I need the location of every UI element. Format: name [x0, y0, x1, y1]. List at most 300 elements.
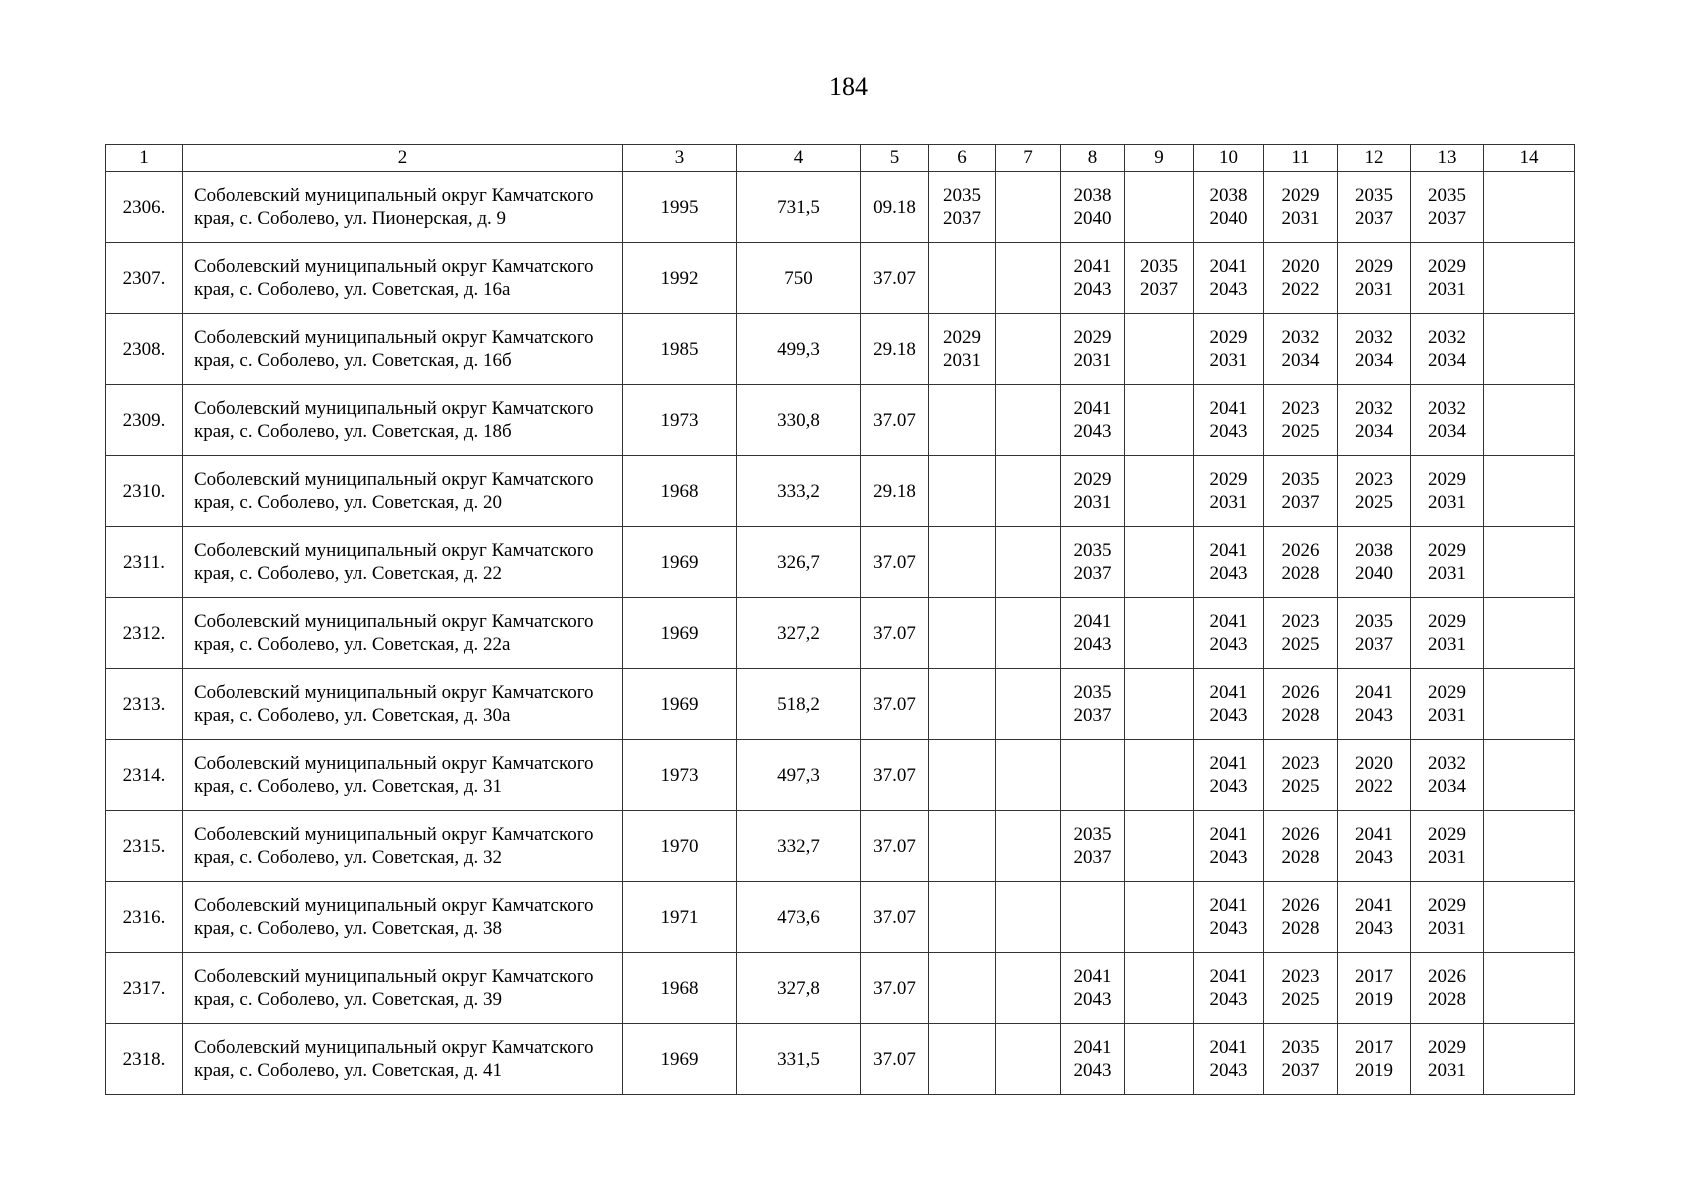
period-end-year: 2043 [1209, 279, 1248, 300]
address-cell: Соболевский муниципальный округ Камчатского края, с. Соболево, ул. Советская, д. 16б [183, 314, 623, 385]
period-start-year: 2035 [943, 185, 981, 206]
period-end-year: 2028 [1428, 989, 1466, 1010]
row-number-cell: 2309. [106, 385, 183, 456]
period-start-year: 2041 [1073, 966, 1112, 987]
code-cell: 37.07 [861, 385, 929, 456]
period-cell-c12 [1338, 172, 1411, 243]
period-cell-c11 [1264, 385, 1338, 456]
column-header: 11 [1264, 145, 1338, 172]
period-cell-c7 [996, 385, 1061, 456]
code-cell: 29.18 [861, 314, 929, 385]
code-cell: 37.07 [861, 953, 929, 1024]
period-end-year: 2043 [1073, 1060, 1112, 1081]
row-number-cell: 2316. [106, 882, 183, 953]
period-cell-c10 [1194, 669, 1264, 740]
period-cell-c13 [1411, 385, 1484, 456]
period-start-year: 2041 [1209, 682, 1248, 703]
table-row [106, 882, 1575, 953]
period-cell-c8 [1061, 172, 1125, 243]
code-cell: 37.07 [861, 598, 929, 669]
table-row [106, 598, 1575, 669]
row-number-cell: 2308. [106, 314, 183, 385]
column-header: 14 [1484, 145, 1575, 172]
period-cell-c7 [996, 172, 1061, 243]
period-cell-c8 [1061, 740, 1125, 811]
period-cell-c13 [1411, 527, 1484, 598]
period-cell-c10 [1194, 243, 1264, 314]
period-cell-c6 [929, 882, 996, 953]
period-start-year: 2032 [1428, 398, 1466, 419]
period-start-year: 2029 [1209, 469, 1248, 490]
address-cell: Соболевский муниципальный округ Камчатского края, с. Соболево, ул. Советская, д. 39 [183, 953, 623, 1024]
period-start-year: 2032 [1428, 327, 1466, 348]
period-start-year: 2041 [1209, 895, 1248, 916]
period-end-year: 2031 [1428, 847, 1466, 868]
period-cell-c9 [1125, 172, 1194, 243]
period-start-year: 2041 [1355, 824, 1393, 845]
period-end-year: 2043 [1209, 563, 1248, 584]
period-cell-c13 [1411, 456, 1484, 527]
period-cell-c7 [996, 811, 1061, 882]
period-cell-c11 [1264, 527, 1338, 598]
area-cell: 750 [737, 243, 861, 314]
period-start-year: 2020 [1355, 753, 1393, 774]
row-number-cell: 2317. [106, 953, 183, 1024]
period-cell-c11 [1264, 172, 1338, 243]
area-cell: 327,8 [737, 953, 861, 1024]
period-cell-c10 [1194, 456, 1264, 527]
period-start-year: 2035 [1355, 185, 1393, 206]
column-header: 8 [1061, 145, 1125, 172]
year-built-cell: 1985 [623, 314, 737, 385]
period-start-year: 2029 [1355, 256, 1393, 277]
period-start-year: 2038 [1355, 540, 1393, 561]
year-built-cell: 1969 [623, 598, 737, 669]
area-cell: 731,5 [737, 172, 861, 243]
period-end-year: 2034 [1428, 421, 1466, 442]
period-cell-c9 [1125, 527, 1194, 598]
period-cell-c7 [996, 314, 1061, 385]
period-start-year: 2029 [943, 327, 981, 348]
period-end-year: 2043 [1209, 634, 1248, 655]
period-start-year: 2026 [1281, 824, 1320, 845]
period-start-year: 2023 [1355, 469, 1393, 490]
period-start-year: 2041 [1355, 682, 1393, 703]
period-cell-c13 [1411, 669, 1484, 740]
address-cell: Соболевский муниципальный округ Камчатского края, с. Соболево, ул. Советская, д. 41 [183, 1024, 623, 1095]
period-start-year: 2035 [1073, 682, 1112, 703]
period-start-year: 2041 [1209, 824, 1248, 845]
period-start-year: 2029 [1428, 1037, 1466, 1058]
period-start-year: 2029 [1428, 682, 1466, 703]
period-cell-c10 [1194, 314, 1264, 385]
period-start-year: 2029 [1428, 540, 1466, 561]
period-cell-c6 [929, 953, 996, 1024]
period-end-year: 2043 [1355, 918, 1393, 939]
column-header: 2 [183, 145, 623, 172]
period-cell-c7 [996, 669, 1061, 740]
period-cell-c8 [1061, 314, 1125, 385]
period-start-year: 2029 [1209, 327, 1248, 348]
period-end-year: 2031 [1428, 918, 1466, 939]
period-cell-c9 [1125, 385, 1194, 456]
table-row [106, 669, 1575, 740]
notes-cell [1484, 882, 1575, 953]
period-cell-c10 [1194, 172, 1264, 243]
address-cell: Соболевский муниципальный округ Камчатского края, с. Соболево, ул. Советская, д. 31 [183, 740, 623, 811]
column-header: 1 [106, 145, 183, 172]
notes-cell [1484, 740, 1575, 811]
period-cell-c6 [929, 314, 996, 385]
code-cell: 09.18 [861, 172, 929, 243]
period-cell-c11 [1264, 1024, 1338, 1095]
period-end-year: 2031 [1073, 492, 1112, 513]
address-cell: Соболевский муниципальный округ Камчатского края, с. Соболево, ул. Советская, д. 22 [183, 527, 623, 598]
period-cell-c6 [929, 385, 996, 456]
notes-cell [1484, 527, 1575, 598]
period-cell-c7 [996, 598, 1061, 669]
period-end-year: 2037 [1073, 705, 1112, 726]
address-cell: Соболевский муниципальный округ Камчатского края, с. Соболево, ул. Советская, д. 38 [183, 882, 623, 953]
period-end-year: 2037 [1428, 208, 1466, 229]
period-cell-c12 [1338, 811, 1411, 882]
address-cell: Соболевский муниципальный округ Камчатского края, с. Соболево, ул. Советская, д. 20 [183, 456, 623, 527]
period-cell-c9 [1125, 456, 1194, 527]
period-cell-c9 [1125, 598, 1194, 669]
period-cell-c13 [1411, 243, 1484, 314]
period-cell-c6 [929, 669, 996, 740]
table-body [106, 172, 1575, 1095]
period-cell-c12 [1338, 1024, 1411, 1095]
year-built-cell: 1969 [623, 527, 737, 598]
period-cell-c13 [1411, 314, 1484, 385]
year-built-cell: 1969 [623, 1024, 737, 1095]
period-cell-c8 [1061, 243, 1125, 314]
year-built-cell: 1968 [623, 456, 737, 527]
notes-cell [1484, 669, 1575, 740]
period-cell-c7 [996, 740, 1061, 811]
period-end-year: 2037 [1281, 1060, 1320, 1081]
period-end-year: 2028 [1281, 847, 1320, 868]
period-cell-c10 [1194, 953, 1264, 1024]
period-start-year: 2041 [1073, 611, 1112, 632]
period-end-year: 2031 [1428, 492, 1466, 513]
area-cell: 331,5 [737, 1024, 861, 1095]
table-row [106, 740, 1575, 811]
period-end-year: 2025 [1281, 421, 1320, 442]
area-cell: 497,3 [737, 740, 861, 811]
period-end-year: 2040 [1209, 208, 1248, 229]
period-cell-c10 [1194, 385, 1264, 456]
period-end-year: 2031 [1355, 279, 1393, 300]
code-cell: 37.07 [861, 811, 929, 882]
table-row [106, 811, 1575, 882]
period-cell-c11 [1264, 314, 1338, 385]
period-cell-c12 [1338, 953, 1411, 1024]
address-cell: Соболевский муниципальный округ Камчатского края, с. Соболево, ул. Советская, д. 16а [183, 243, 623, 314]
period-end-year: 2031 [1428, 563, 1466, 584]
period-end-year: 2031 [1073, 350, 1112, 371]
notes-cell [1484, 811, 1575, 882]
table-row [106, 456, 1575, 527]
period-start-year: 2035 [1073, 824, 1112, 845]
period-start-year: 2032 [1355, 327, 1393, 348]
period-end-year: 2043 [1209, 847, 1248, 868]
column-header: 5 [861, 145, 929, 172]
period-cell-c11 [1264, 456, 1338, 527]
period-end-year: 2043 [1355, 847, 1393, 868]
period-end-year: 2037 [1140, 279, 1178, 300]
period-cell-c9 [1125, 243, 1194, 314]
code-cell: 37.07 [861, 669, 929, 740]
period-cell-c6 [929, 1024, 996, 1095]
period-end-year: 2043 [1209, 776, 1248, 797]
period-cell-c11 [1264, 953, 1338, 1024]
period-cell-c13 [1411, 598, 1484, 669]
period-end-year: 2043 [1209, 1060, 1248, 1081]
period-cell-c8 [1061, 882, 1125, 953]
period-cell-c12 [1338, 456, 1411, 527]
area-cell: 332,7 [737, 811, 861, 882]
area-cell: 499,3 [737, 314, 861, 385]
row-number-cell: 2306. [106, 172, 183, 243]
code-cell: 37.07 [861, 527, 929, 598]
period-cell-c10 [1194, 598, 1264, 669]
area-cell: 473,6 [737, 882, 861, 953]
table-row [106, 243, 1575, 314]
period-start-year: 2029 [1428, 895, 1466, 916]
period-start-year: 2041 [1209, 1037, 1248, 1058]
period-cell-c8 [1061, 953, 1125, 1024]
period-start-year: 2026 [1281, 540, 1320, 561]
period-cell-c7 [996, 456, 1061, 527]
period-cell-c11 [1264, 243, 1338, 314]
period-cell-c13 [1411, 172, 1484, 243]
period-cell-c7 [996, 882, 1061, 953]
table-row [106, 953, 1575, 1024]
row-number-cell: 2313. [106, 669, 183, 740]
period-end-year: 2028 [1281, 563, 1320, 584]
area-cell: 326,7 [737, 527, 861, 598]
period-cell-c9 [1125, 740, 1194, 811]
period-end-year: 2037 [1281, 492, 1320, 513]
period-end-year: 2037 [1073, 847, 1112, 868]
period-end-year: 2025 [1281, 776, 1320, 797]
period-end-year: 2043 [1355, 705, 1393, 726]
notes-cell [1484, 598, 1575, 669]
column-header: 3 [623, 145, 737, 172]
period-start-year: 2041 [1073, 398, 1112, 419]
period-cell-c12 [1338, 243, 1411, 314]
table-row [106, 314, 1575, 385]
column-header: 13 [1411, 145, 1484, 172]
period-start-year: 2029 [1073, 327, 1112, 348]
notes-cell [1484, 172, 1575, 243]
row-number-cell: 2315. [106, 811, 183, 882]
period-cell-c13 [1411, 1024, 1484, 1095]
period-end-year: 2031 [1209, 492, 1248, 513]
address-cell: Соболевский муниципальный округ Камчатского края, с. Соболево, ул. Пионерская, д. 9 [183, 172, 623, 243]
notes-cell [1484, 314, 1575, 385]
period-cell-c13 [1411, 811, 1484, 882]
notes-cell [1484, 1024, 1575, 1095]
year-built-cell: 1969 [623, 669, 737, 740]
period-end-year: 2031 [1428, 279, 1466, 300]
period-start-year: 2023 [1281, 753, 1320, 774]
period-end-year: 2043 [1073, 421, 1112, 442]
period-end-year: 2019 [1355, 989, 1393, 1010]
period-start-year: 2035 [1428, 185, 1466, 206]
period-end-year: 2034 [1355, 350, 1393, 371]
year-built-cell: 1970 [623, 811, 737, 882]
period-cell-c9 [1125, 669, 1194, 740]
period-cell-c12 [1338, 314, 1411, 385]
period-cell-c7 [996, 953, 1061, 1024]
row-number-cell: 2311. [106, 527, 183, 598]
period-start-year: 2041 [1209, 540, 1248, 561]
period-end-year: 2037 [1355, 634, 1393, 655]
period-cell-c6 [929, 811, 996, 882]
period-start-year: 2029 [1428, 824, 1466, 845]
period-end-year: 2034 [1428, 776, 1466, 797]
period-cell-c7 [996, 1024, 1061, 1095]
period-start-year: 2032 [1428, 753, 1466, 774]
code-cell: 29.18 [861, 456, 929, 527]
period-start-year: 2026 [1281, 895, 1320, 916]
period-cell-c12 [1338, 882, 1411, 953]
area-cell: 333,2 [737, 456, 861, 527]
period-end-year: 2022 [1281, 279, 1320, 300]
area-cell: 327,2 [737, 598, 861, 669]
column-header: 12 [1338, 145, 1411, 172]
year-built-cell: 1992 [623, 243, 737, 314]
column-header: 10 [1194, 145, 1264, 172]
period-start-year: 2041 [1355, 895, 1393, 916]
table-row [106, 172, 1575, 243]
period-end-year: 2022 [1355, 776, 1393, 797]
period-start-year: 2041 [1209, 611, 1248, 632]
period-cell-c9 [1125, 811, 1194, 882]
period-end-year: 2034 [1281, 350, 1320, 371]
period-cell-c8 [1061, 385, 1125, 456]
period-start-year: 2029 [1073, 469, 1112, 490]
period-end-year: 2028 [1281, 705, 1320, 726]
period-cell-c9 [1125, 314, 1194, 385]
notes-cell [1484, 456, 1575, 527]
notes-cell [1484, 385, 1575, 456]
period-end-year: 2031 [1209, 350, 1248, 371]
period-cell-c9 [1125, 953, 1194, 1024]
period-cell-c11 [1264, 740, 1338, 811]
period-end-year: 2043 [1073, 279, 1112, 300]
period-end-year: 2043 [1209, 421, 1248, 442]
period-end-year: 2025 [1281, 989, 1320, 1010]
period-cell-c12 [1338, 598, 1411, 669]
period-cell-c6 [929, 172, 996, 243]
period-cell-c13 [1411, 953, 1484, 1024]
period-cell-c10 [1194, 811, 1264, 882]
period-start-year: 2041 [1209, 966, 1248, 987]
housing-register-table [105, 144, 1575, 1095]
period-cell-c11 [1264, 811, 1338, 882]
period-end-year: 2031 [1428, 1060, 1466, 1081]
period-end-year: 2040 [1355, 563, 1393, 584]
period-end-year: 2031 [1281, 208, 1320, 229]
period-start-year: 2038 [1209, 185, 1248, 206]
period-cell-c8 [1061, 1024, 1125, 1095]
period-start-year: 2026 [1428, 966, 1466, 987]
period-start-year: 2032 [1355, 398, 1393, 419]
year-built-cell: 1973 [623, 385, 737, 456]
period-cell-c12 [1338, 669, 1411, 740]
period-cell-c12 [1338, 527, 1411, 598]
code-cell: 37.07 [861, 243, 929, 314]
period-cell-c11 [1264, 669, 1338, 740]
period-cell-c6 [929, 527, 996, 598]
period-cell-c11 [1264, 598, 1338, 669]
period-start-year: 2029 [1428, 256, 1466, 277]
period-start-year: 2041 [1209, 398, 1248, 419]
code-cell: 37.07 [861, 740, 929, 811]
period-cell-c8 [1061, 598, 1125, 669]
period-cell-c7 [996, 243, 1061, 314]
column-header: 6 [929, 145, 996, 172]
period-cell-c11 [1264, 882, 1338, 953]
period-start-year: 2035 [1281, 1037, 1320, 1058]
period-cell-c10 [1194, 740, 1264, 811]
period-cell-c8 [1061, 669, 1125, 740]
period-cell-c9 [1125, 882, 1194, 953]
period-start-year: 2035 [1281, 469, 1320, 490]
address-cell: Соболевский муниципальный округ Камчатского края, с. Соболево, ул. Советская, д. 18б [183, 385, 623, 456]
address-cell: Соболевский муниципальный округ Камчатского края, с. Соболево, ул. Советская, д. 30а [183, 669, 623, 740]
column-number-header-row [106, 145, 1575, 172]
period-end-year: 2025 [1281, 634, 1320, 655]
address-cell: Соболевский муниципальный округ Камчатского края, с. Соболево, ул. Советская, д. 32 [183, 811, 623, 882]
year-built-cell: 1968 [623, 953, 737, 1024]
notes-cell [1484, 243, 1575, 314]
period-cell-c8 [1061, 811, 1125, 882]
period-start-year: 2017 [1355, 966, 1393, 987]
period-cell-c13 [1411, 882, 1484, 953]
area-cell: 518,2 [737, 669, 861, 740]
period-end-year: 2040 [1073, 208, 1112, 229]
code-cell: 37.07 [861, 1024, 929, 1095]
period-end-year: 2043 [1209, 705, 1248, 726]
column-header: 7 [996, 145, 1061, 172]
period-end-year: 2037 [943, 208, 981, 229]
period-cell-c8 [1061, 527, 1125, 598]
period-cell-c8 [1061, 456, 1125, 527]
period-cell-c10 [1194, 1024, 1264, 1095]
row-number-cell: 2312. [106, 598, 183, 669]
period-end-year: 2043 [1209, 989, 1248, 1010]
period-start-year: 2026 [1281, 682, 1320, 703]
period-start-year: 2029 [1428, 469, 1466, 490]
notes-cell [1484, 953, 1575, 1024]
period-cell-c10 [1194, 882, 1264, 953]
column-header: 4 [737, 145, 861, 172]
period-start-year: 2035 [1355, 611, 1393, 632]
period-start-year: 2041 [1073, 256, 1112, 277]
row-number-cell: 2314. [106, 740, 183, 811]
period-start-year: 2038 [1073, 185, 1112, 206]
year-built-cell: 1995 [623, 172, 737, 243]
period-start-year: 2023 [1281, 966, 1320, 987]
period-end-year: 2025 [1355, 492, 1393, 513]
table-row [106, 527, 1575, 598]
row-number-cell: 2307. [106, 243, 183, 314]
